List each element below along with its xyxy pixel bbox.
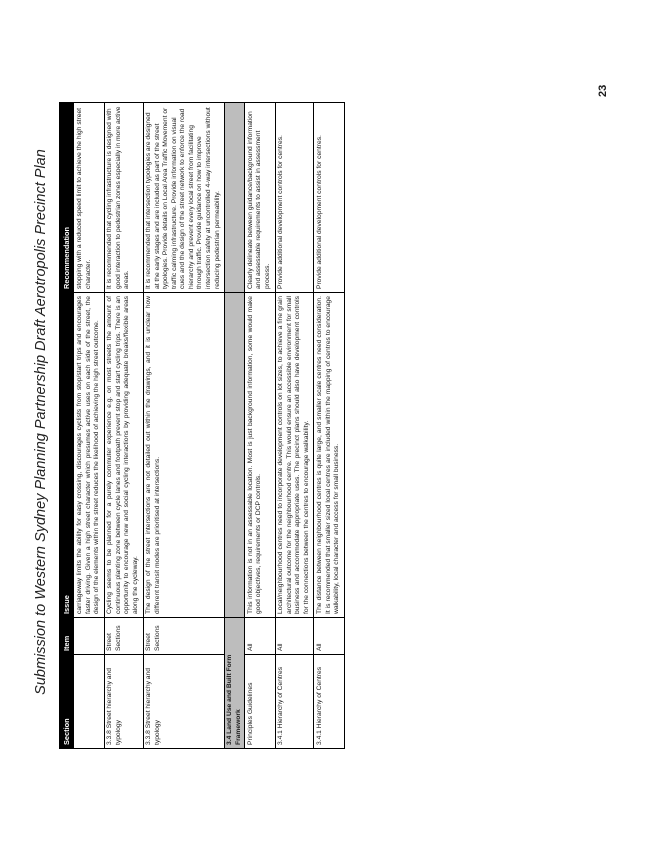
cell-section: Principles Guidelines <box>245 655 275 749</box>
table-row <box>104 103 143 749</box>
submission-table <box>59 102 345 749</box>
table-row <box>245 103 275 749</box>
column-header-item: Item <box>60 618 74 655</box>
cell-section <box>74 655 104 749</box>
cell-issue: The design of the street intersections are not detailed out within the drawings, and it is unclear how different transit modes are prioritised at intersections. <box>143 293 225 618</box>
table-row <box>74 103 104 749</box>
section-band-row <box>225 103 245 749</box>
cell-section: 3.4.1 Hierarchy of Centres <box>314 655 344 749</box>
section-band-fill <box>225 293 245 618</box>
cell-item <box>74 618 104 655</box>
cell-item: Street Sections <box>104 618 143 655</box>
cell-section: 3.4.1 Hierarchy of Centres <box>275 655 314 749</box>
cell-recommendation: It is recommended that intersection typologies are designed at the early stages and are included as part of the street typologies. Provide details on Local Area Traffic Movement or traffic calming infrastructure. Provide information on visual cues and the design of the street network to enforce the road hierarchy and prevent every local street from facilitating through traffic. Provide guidance on how to improve intersection safety at uncontrolled 4-way intersections without reducing pedestrian permeability. <box>143 103 225 293</box>
cell-item: All <box>314 618 344 655</box>
cell-issue: The distance between neighbourhood centres is quite large, and smaller scale centres need consideration. It is recommended that smaller sized local centres are included within the mapping of centres to encourage walkability, local character and access for small business. <box>314 293 344 618</box>
cell-issue: Local/neighbourhood centres need to incorporate development controls on lot sizes, to achieve a fine grain architectural outcome for the neighbourhood centre. This would ensure an accessible environment for small business and accommodate appropriate uses. The precinct plans should also have development controls for the connections between the centres to encourage walkability. <box>275 293 314 618</box>
running-header-title: Submission to Western Sydney Planning Partnership Draft Aerotropolis Precinct Plan <box>33 149 49 695</box>
cell-issue: Cycling seems to be planned for a purely commuter experience e.g. on most streets the amount of continuous planting zone between cycle lanes and footpath prevent stop and start cycling trips. There is an opportunity to encourage new and social cycling interactions by providing adequate breaks/flexible areas along the cycleway. <box>104 293 143 618</box>
section-band-fill <box>225 103 245 293</box>
column-header-issue: Issue <box>60 293 74 618</box>
column-header-recommendation: Recommendation <box>60 103 74 293</box>
cell-recommendation: stopping with a reduced speed limit to achieve the high street character. <box>74 103 104 293</box>
table-row <box>143 103 225 749</box>
cell-item: All <box>275 618 314 655</box>
page-number: 23 <box>597 84 609 97</box>
cell-issue: carriageway limits the ability for easy crossing, discourages cyclists from stop/start trips and encourages faster driving. Given a high street character which presumes active uses on each side of the street, the design of the elements within the street reduces the likelihood of achieving the high street outcome. <box>74 293 104 618</box>
table-header-row <box>60 103 74 749</box>
cell-section: 3.3.8 Street hierarchy and typology <box>143 655 225 749</box>
cell-recommendation: Provide additional development controls for centres. <box>314 103 344 293</box>
table-row <box>275 103 314 749</box>
cell-issue: This information is not in an assessable location. Most is just background information, some would make good objectives, requirements or DCP controls. <box>245 293 275 618</box>
cell-item: All <box>245 618 275 655</box>
cell-recommendation: Clearly delineate between guidance/background information and assessable requirements to assist in assessment process. <box>245 103 275 293</box>
table-row <box>314 103 344 749</box>
cell-recommendation: It is recommended that cycling infrastructure is designed with good interaction to pedestrian zones especially in more active areas. <box>104 103 143 293</box>
section-band-title: 3.4 Land Use and Built Form Framework <box>225 618 245 749</box>
cell-item: Street Sections <box>143 618 225 655</box>
column-header-section: Section <box>60 655 74 749</box>
cell-section: 3.3.8 Street hierarchy and typology <box>104 655 143 749</box>
cell-recommendation: Provide additional development controls for centres. <box>275 103 314 293</box>
